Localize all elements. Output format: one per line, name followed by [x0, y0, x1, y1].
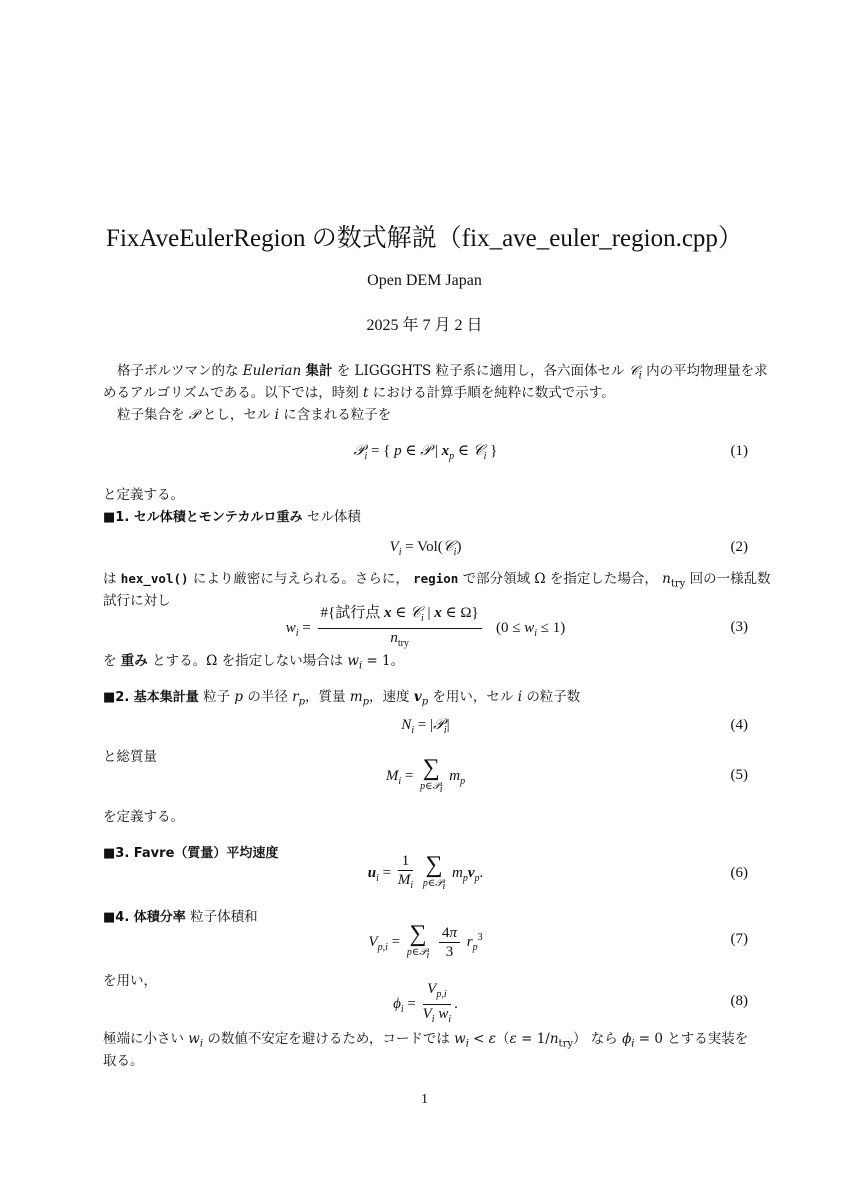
text-run: における計算手順を純粋に数式で示す。: [372, 385, 615, 401]
text-run: を用い，セル: [432, 689, 514, 705]
text-line: は hex_vol() により厳密に与えられる。さらに， region で部分領域 Ω を指定した場合， $n_{try}$ 回の一様乱数: [103, 571, 771, 590]
text-line: 極端に小さい $w_i$ の数値不安定を避けるため，コードでは $w_i < \varepsilon(\varepsilon = 1/n_{try})$ なら $\phi_i = 0$ とする実装を: [103, 1031, 749, 1050]
equation-1: 𝒫$_i$ = { p ∈ 𝒫 | $x_p$ ∈ 𝒞$_i$ } (1): [103, 440, 748, 484]
text-run: の粒子数: [526, 689, 581, 705]
equation-number: (4): [730, 717, 748, 733]
text-run: 格子ボルツマン的な: [117, 363, 239, 379]
author: Open DEM Japan: [367, 272, 482, 289]
text-run: に含まれる粒子を: [283, 407, 392, 423]
text-run: とし，セル: [202, 407, 271, 423]
text-run: 粒子体積和: [190, 909, 258, 925]
equation-3: $w_i$ = $\frac{\#\{試行点 x \in 𝒞_i | x \in \Omega\}}{n_{try}}$ $(0 \le w_i \le 1)$ (3): [285, 605, 748, 649]
equation-number: (7): [730, 931, 748, 947]
text-line: 取る。: [103, 1053, 144, 1069]
text-run: 回の一様乱数: [689, 571, 771, 587]
text-run: とする。Ω を指定しない場合は: [152, 653, 344, 669]
section-title: ■3. Favre（質量）平均速度: [103, 846, 279, 861]
text-line: と総質量: [103, 749, 157, 765]
section-2-heading: ■2. 基本集計量 粒子 p の半径 $r_p$，質量 $m_p$，速度 $v_p$ を用い，セル i の粒子数: [103, 689, 581, 708]
text-run: ，質量: [305, 689, 346, 705]
equation-5: $M_i$ = ∑ p∈𝒫$_i$ $m_p$ (5): [385, 755, 748, 796]
section-title: ■4. 体積分率: [103, 910, 186, 925]
text-run: 極端に小さい: [103, 1031, 184, 1047]
text-run: 粒子集合を: [117, 407, 185, 423]
code-run: region: [413, 571, 459, 586]
equation-number: (8): [730, 993, 748, 1009]
text-run: を: [103, 653, 117, 669]
text-run: めるアルゴリズムである。以下では，時刻: [103, 385, 359, 401]
text-line: と定義する。: [103, 487, 184, 503]
intro-line-1: 格子ボルツマン的な Eulerian 集計 を LIGGGHTS 粒子系に適用し，各六面体セル 𝒞$_i$ 内の平均物理量を求: [117, 363, 768, 382]
equation-number: (6): [730, 865, 748, 881]
text-run: を LIGGGHTS 粒子系に適用し，各六面体セル: [336, 363, 625, 379]
text-run: とする実装を: [667, 1031, 749, 1047]
text-run: で部分領域 Ω を指定した場合，: [462, 571, 658, 587]
text-run: 内の平均物理量を求: [646, 363, 768, 379]
text-run: #{試行点: [320, 605, 381, 621]
intro-line-3: 粒子集合を 𝒫 とし，セル i に含まれる粒子を: [117, 407, 392, 423]
text-run: は: [103, 571, 117, 587]
equation-4: $N_i$ = |𝒫$_i$| (4): [103, 714, 748, 758]
text-run: 集計: [305, 363, 333, 379]
text-run: の半径: [247, 689, 288, 705]
date: 2025 年 7 月 2 日: [366, 317, 483, 334]
equation-6: $u_i$ = $\frac{1}{M_i}$ ∑ p∈𝒫$_i$ $m_pv_p$. (6): [367, 852, 748, 892]
equation-number: (2): [730, 539, 748, 555]
section-title: ■2. 基本集計量: [103, 690, 199, 705]
text-run: 重み: [120, 653, 148, 669]
text-run: により厳密に与えられる。さらに，: [192, 571, 409, 587]
text-line: 試行に対し: [103, 593, 171, 609]
text-run: 粒子: [203, 689, 231, 705]
text-run: なら: [590, 1031, 618, 1047]
text-line: を定義する。: [103, 809, 184, 825]
text-run: 。: [390, 653, 405, 669]
text-run: Eulerian: [242, 363, 302, 379]
page-number: 1: [421, 1092, 428, 1107]
section-title: ■1. セル体積とモンテカルロ重み: [103, 510, 303, 525]
code-run: hex_vol(): [120, 571, 189, 586]
equation-7: $V_{p,i}$ = ∑ p∈𝒫$_i$ $\frac{4\pi}{3}$ $r_p^3$ (7): [368, 921, 748, 962]
text-line: を 重み とする。Ω を指定しない場合は $w_i = 1$。: [103, 653, 405, 672]
equation-2: $V_i$ = Vol(𝒞$_i$) (2): [103, 536, 748, 580]
section-1-heading: [103, 506, 748, 529]
equation-number: (3): [730, 619, 748, 635]
text-line: を用い，: [103, 973, 157, 989]
intro-line-2: めるアルゴリズムである。以下では，時刻 t における計算手順を純粋に数式で示す。: [103, 385, 615, 401]
equation-number: (5): [730, 767, 748, 783]
equation-8: $\phi_i$ = $\frac{V_{p,i}}{V_i w_i}$ . (8): [393, 981, 748, 1025]
page-title: FixAveEulerRegion の数式解説（fix_ave_euler_region.cpp）: [106, 225, 743, 252]
text-run: ，速度: [369, 689, 410, 705]
equation-number: (1): [730, 443, 748, 459]
text-run: セル体積: [306, 509, 361, 525]
text-run: の数値不安定を避けるため，コードでは: [207, 1031, 450, 1047]
